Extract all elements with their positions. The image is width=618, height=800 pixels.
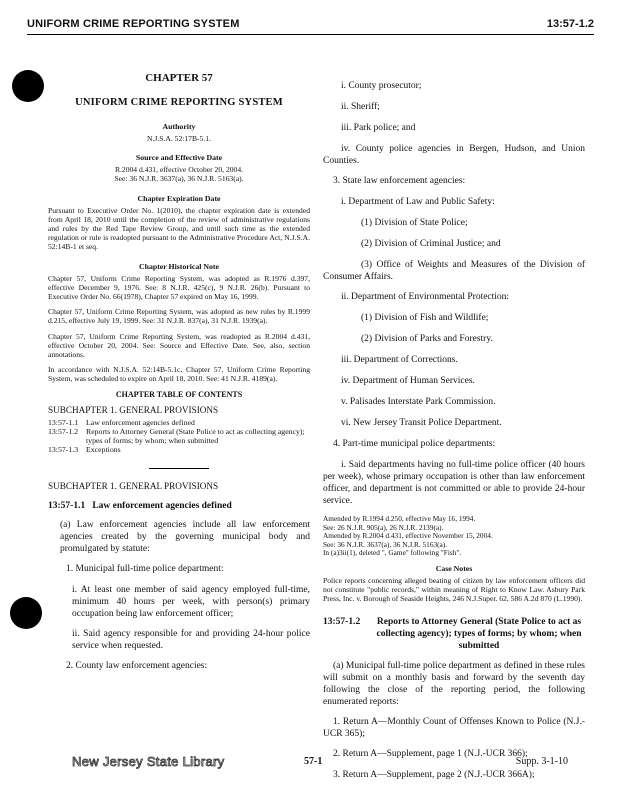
toc-num: 13:57-1.1 bbox=[48, 417, 79, 427]
report-item: 2. Return A—Supplement, page 1 (N.J.-UCR 366); bbox=[333, 748, 528, 759]
expiration-text: Pursuant to Executive Order No. 1(2010), the chapter expiration date is extended from April 18, 2010 until the completion of the review of administrative regulations and rules by the Red Tape Review Group, and until such time as the extended regulation or rule is readopted pursuant to the Administrative Procedure Act, N.J.S.A. 52:14B-1 et seq. bbox=[48, 205, 310, 252]
right-column bbox=[323, 80, 585, 790]
item-1-i: i. At least one member of said agency employed full-time, minimum 40 hours per week, with person(s) primary occupation being law enforcement officer; bbox=[72, 584, 310, 619]
source-heading: Source and Effective Date bbox=[135, 153, 223, 163]
section-title: Reports to Attorney General (State Police to act as collecting agency); types of forms; by whom; when submitted bbox=[376, 616, 582, 651]
left-column bbox=[48, 72, 310, 681]
header-section: 13:57-1.2 bbox=[546, 18, 594, 30]
source-text: R.2004 d.431, effective October 20, 2004. See: 36 N.J.R. 3637(a), 36 N.J.R. 5163(a). bbox=[114, 165, 244, 184]
report-item: 3. Return A—Supplement, page 2 (N.J.-UCR 366A); bbox=[333, 769, 535, 780]
toc-entry[interactable] bbox=[48, 418, 310, 427]
toc-text: Law enforcement agencies defined bbox=[86, 417, 195, 427]
section-1-1-heading bbox=[48, 501, 310, 511]
item-1: 1. Municipal full-time police department: bbox=[66, 563, 224, 574]
list-item: iv. County police agencies in Bergen, Hudson, and Union Counties. bbox=[323, 144, 585, 166]
list-item: (2) Division of Criminal Justice; and bbox=[361, 239, 501, 249]
page-number: 57-1 bbox=[304, 756, 323, 767]
list-item: (3) Office of Weights and Measures of the Division of Consumer Affairs. bbox=[323, 260, 585, 282]
list-item: v. Palisades Interstate Park Commission. bbox=[341, 397, 496, 407]
toc-heading: CHAPTER TABLE OF CONTENTS bbox=[115, 389, 243, 399]
authority-heading: Authority bbox=[162, 122, 196, 131]
list-item: i. Department of Law and Public Safety: bbox=[341, 197, 495, 207]
library-watermark: New Jersey State Library bbox=[72, 754, 225, 769]
list-item: i. Said departments having no full-time police officer (40 hours per week), whose primary occupation is other than law enforcement officer, and department is not committed or able to provide 24-hour service. bbox=[323, 460, 585, 506]
list-item: 3. State law enforcement agencies: bbox=[333, 176, 466, 186]
header-title: UNIFORM CRIME REPORTING SYSTEM bbox=[27, 18, 240, 30]
paragraph-a: (a) Law enforcement agencies include all law enforcement agencies created by the governing municipal body and promulgated by statute: bbox=[60, 519, 310, 554]
subchapter-heading: SUBCHAPTER 1. GENERAL PROVISIONS bbox=[48, 480, 219, 491]
list-item: ii. Department of Environmental Protection: bbox=[341, 292, 510, 302]
list-item: iii. Park police; and bbox=[341, 123, 416, 133]
list-item: i. County prosecutor; bbox=[341, 81, 422, 91]
list-item: iv. Department of Human Services. bbox=[341, 376, 475, 386]
toc-text: Reports to Attorney General (State Police to act as collecting agency); types of forms; by whom; when submitted bbox=[86, 426, 305, 445]
toc-num: 13:57-1.2 bbox=[48, 426, 79, 436]
list-item: (1) Division of State Police; bbox=[361, 218, 468, 228]
toc-text: Exceptions bbox=[86, 444, 121, 454]
section-number: 13:57-1.2 bbox=[323, 616, 361, 627]
supplement-date: Supp. 3-1-10 bbox=[515, 756, 568, 767]
toc-num: 13:57-1.3 bbox=[48, 444, 79, 454]
page-footer bbox=[0, 754, 618, 774]
toc-subchapter: SUBCHAPTER 1. GENERAL PROVISIONS bbox=[48, 404, 219, 415]
running-header bbox=[27, 18, 594, 35]
history-note-3: Chapter 57, Uniform Crime Reporting System, was readopted as R.2004 d.431, effective October 20, 2004. See: Source and Effective Date. See, also, section annotations. bbox=[48, 331, 310, 360]
list-item: (2) Division of Parks and Forestry. bbox=[361, 334, 493, 344]
history-note-4: In accordance with N.J.S.A. 52:14B-5.1c, Chapter 57, Uniform Crime Reporting System, was scheduled to expire on April 18, 2010. See: 41 N.J.R. 4189(a). bbox=[48, 365, 310, 384]
item-1-ii: ii. Said agency responsible for and providing 24-hour police service when requested. bbox=[72, 628, 310, 651]
toc-entry[interactable] bbox=[48, 445, 310, 454]
report-item: 1. Return A—Monthly Count of Offenses Known to Police (N.J.-UCR 365); bbox=[323, 716, 585, 739]
amendment-note: Amended by R.1994 d.250, effective May 16, 1994. See: 26 N.J.R. 905(a), 26 N.J.R. 2139(a). Amended by R.2004 d.431, effective November 15, 2004. See: 36 N.J.R. 3637(a), 36 N.J.R. 5163(a). In (a)3ii(1), deleted ", Game" following "Fish". bbox=[323, 514, 493, 558]
chapter-number: CHAPTER 57 bbox=[145, 72, 213, 84]
toc-entry[interactable] bbox=[48, 427, 310, 445]
punch-hole-bottom bbox=[10, 597, 42, 629]
section-number: 13:57-1.1 bbox=[48, 500, 86, 511]
history-heading: Chapter Historical Note bbox=[139, 261, 219, 271]
case-notes-text: Police reports concerning alleged beating of citizen by law enforcement officers did not constitute "public records," within meaning of Right to Know Law. Asbury Park Press, Inc. v. Borough of Seaside Heights, 246 N.J.Super. 62, 586 A.2d 870 (L.1990). bbox=[323, 575, 585, 604]
section-1-2-heading bbox=[323, 616, 585, 652]
paragraph-a: (a) Municipal full-time police department as defined in these rules will submit on a monthly basis and forward by the seventh day following the close of the reporting period, the following enumerated reports: bbox=[323, 660, 585, 707]
authority-text: N.J.S.A. 52:17B-5.1. bbox=[147, 134, 211, 143]
case-notes-heading: Case Notes bbox=[435, 563, 473, 573]
list-item: ii. Sheriff; bbox=[341, 102, 380, 112]
history-note-2: Chapter 57, Uniform Crime Reporting System, was adopted as new rules by R.1999 d.215, effective July 19, 1999. See: 31 N.J.R. 837(a), 31 N.J.R. 1939(a). bbox=[48, 307, 310, 326]
list-item: (1) Division of Fish and Wildlife; bbox=[361, 313, 489, 323]
history-note-1: Chapter 57, Uniform Crime Reporting System, was adopted as R.1976 d.397, effective December 9, 1976. See: 8 N.J.R. 425(c), 9 N.J.R. 26(b). Pursuant to Executive Order No. 66(1978), Chapter 57 expired on May 16, 1999. bbox=[48, 273, 310, 302]
list-item: iii. Department of Corrections. bbox=[341, 355, 458, 365]
list-item: 4. Part-time municipal police departments: bbox=[333, 439, 496, 449]
divider bbox=[149, 468, 209, 469]
expiration-heading: Chapter Expiration Date bbox=[137, 193, 221, 203]
punch-hole-top bbox=[12, 70, 44, 102]
toc-list bbox=[48, 418, 310, 454]
list-item: vi. New Jersey Transit Police Department. bbox=[341, 418, 502, 428]
chapter-title: UNIFORM CRIME REPORTING SYSTEM bbox=[75, 97, 283, 108]
item-2: 2. County law enforcement agencies: bbox=[66, 660, 208, 671]
section-title: Law enforcement agencies defined bbox=[92, 500, 232, 511]
